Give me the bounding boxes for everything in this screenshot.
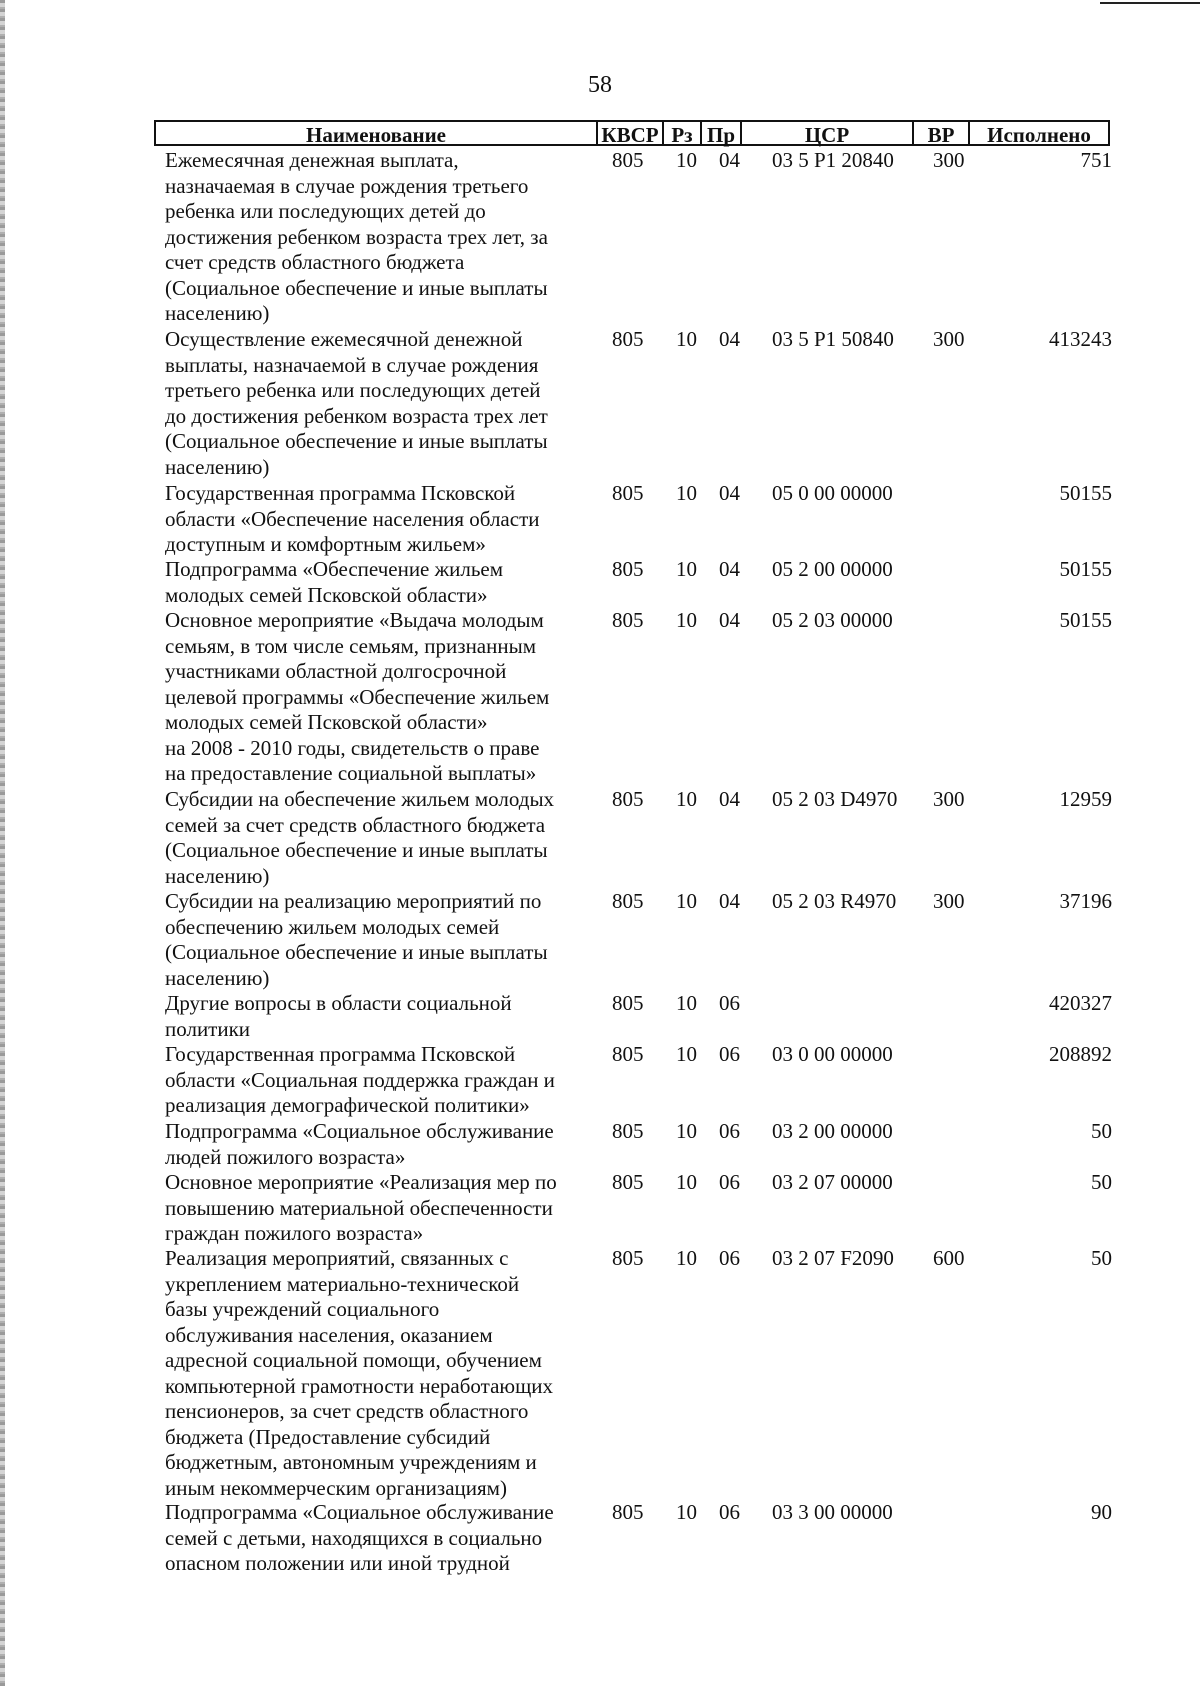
table-cell-kvsr: 805	[612, 889, 644, 913]
table-cell-executed: 50	[1091, 1170, 1112, 1194]
table-cell-name: Осуществление ежемесячной денежной выплаты, назначаемой в случае рождения третьего ребенка или последующих детей до достижения ребенком возраста трех лет (Социальное обеспечение и иные выплаты населению)	[165, 327, 548, 479]
table-cell-name: Субсидии на реализацию мероприятий по обеспечению жильем молодых семей (Социальное обеспечение и иные выплаты населению)	[165, 889, 548, 990]
table-cell-name: Другие вопросы в области социальной политики	[165, 991, 512, 1041]
table-cell-name: Основное мероприятие «Реализация мер по повышению материальной обеспеченности граждан пожилого возраста»	[165, 1170, 557, 1245]
table-cell-csr: 03 2 07 F2090	[772, 1246, 894, 1270]
table-cell-executed: 208892	[1049, 1042, 1112, 1066]
table-cell-pr: 06	[719, 1042, 740, 1066]
table-cell-pr: 04	[719, 327, 740, 351]
table-header	[154, 120, 1124, 146]
table-cell-pr: 04	[719, 148, 740, 172]
table-cell-csr: 03 2 07 00000	[772, 1170, 893, 1194]
table-cell-vr: 600	[933, 1246, 965, 1270]
table-cell-executed: 751	[1080, 148, 1112, 172]
table-cell-executed: 50155	[1059, 481, 1112, 505]
header-rz: Рз	[662, 120, 702, 146]
header-executed: Исполнено	[968, 120, 1110, 146]
table-cell-csr: 03 0 00 00000	[772, 1042, 893, 1066]
table-cell-rz: 10	[676, 1042, 697, 1066]
table-cell-kvsr: 805	[612, 557, 644, 581]
table-cell-rz: 10	[676, 1500, 697, 1524]
table-cell-csr: 03 5 P1 20840	[772, 148, 894, 172]
table-cell-csr: 03 2 00 00000	[772, 1119, 893, 1143]
table-cell-executed: 90	[1091, 1500, 1112, 1524]
table-cell-kvsr: 805	[612, 1119, 644, 1143]
table-cell-csr: 05 2 03 D4970	[772, 787, 898, 811]
table-cell-rz: 10	[676, 1170, 697, 1194]
table-cell-kvsr: 805	[612, 148, 644, 172]
table-cell-pr: 06	[719, 1246, 740, 1270]
table-cell-kvsr: 805	[612, 1500, 644, 1524]
scan-corner-line	[1100, 2, 1200, 4]
table-cell-pr: 04	[719, 608, 740, 632]
table-cell-csr: 05 2 00 00000	[772, 557, 893, 581]
table-cell-csr: 05 2 03 R4970	[772, 889, 897, 913]
table-cell-csr: 05 0 00 00000	[772, 481, 893, 505]
table-cell-name: Ежемесячная денежная выплата, назначаемая в случае рождения третьего ребенка или последующих детей до достижения ребенком возраста трех лет, за счет средств областного бюджета (Социальное обеспечение и иные выплаты населению)	[165, 148, 548, 325]
table-cell-rz: 10	[676, 557, 697, 581]
table-cell-rz: 10	[676, 481, 697, 505]
table-cell-rz: 10	[676, 787, 697, 811]
header-kvsr: КВСР	[596, 120, 664, 146]
table-cell-vr: 300	[933, 148, 965, 172]
table-cell-pr: 06	[719, 991, 740, 1015]
table-cell-pr: 06	[719, 1500, 740, 1524]
table-cell-pr: 04	[719, 481, 740, 505]
table-cell-kvsr: 805	[612, 481, 644, 505]
table-cell-pr: 04	[719, 787, 740, 811]
table-cell-rz: 10	[676, 327, 697, 351]
table-cell-rz: 10	[676, 608, 697, 632]
table-cell-kvsr: 805	[612, 787, 644, 811]
table-cell-rz: 10	[676, 991, 697, 1015]
table-cell-vr: 300	[933, 889, 965, 913]
table-cell-kvsr: 805	[612, 1246, 644, 1270]
table-cell-name: Государственная программа Псковской области «Обеспечение населения области доступным и комфортным жильем»	[165, 481, 540, 556]
table-cell-name: Подпрограмма «Социальное обслуживание людей пожилого возраста»	[165, 1119, 554, 1169]
table-cell-executed: 37196	[1059, 889, 1112, 913]
table-cell-name: Государственная программа Псковской области «Социальная поддержка граждан и реализация демографической политики»	[165, 1042, 555, 1117]
table-cell-kvsr: 805	[612, 1170, 644, 1194]
table-cell-kvsr: 805	[612, 991, 644, 1015]
table-cell-rz: 10	[676, 1119, 697, 1143]
table-cell-kvsr: 805	[612, 327, 644, 351]
table-cell-csr: 03 5 P1 50840	[772, 327, 894, 351]
table-cell-pr: 04	[719, 557, 740, 581]
scan-edge	[0, 0, 5, 1686]
header-csr: ЦСР	[740, 120, 914, 146]
table-cell-pr: 06	[719, 1170, 740, 1194]
table-cell-name: Подпрограмма «Социальное обслуживание семей с детьми, находящихся в социально опасном положении или иной трудной	[165, 1500, 554, 1575]
table-cell-rz: 10	[676, 889, 697, 913]
table-cell-csr: 05 2 03 00000	[772, 608, 893, 632]
table-cell-csr: 03 3 00 00000	[772, 1500, 893, 1524]
table-cell-name: Основное мероприятие «Выдача молодым семьям, в том числе семьям, признанным участниками областной долгосрочной целевой программы «Обеспечение жильем молодых семей Псковской области» на 2008 - 2010 годы, свидетельств о праве на предоставление социальной выплаты»	[165, 608, 550, 785]
table-cell-name: Субсидии на обеспечение жильем молодых семей за счет средств областного бюджета (Социальное обеспечение и иные выплаты населению)	[165, 787, 555, 888]
table-cell-executed: 50	[1091, 1119, 1112, 1143]
table-cell-name: Реализация мероприятий, связанных с укреплением материально-технической базы учреждений социального обслуживания населения, оказанием адресной социальной помощи, обучением компьютерной грамотности неработающих пенсионеров, за счет средств областного бюджета (Предоставление субсидий бюджетным, автономным учреждениям и иным некоммерческим организациям)	[165, 1246, 553, 1500]
table-cell-executed: 50	[1091, 1246, 1112, 1270]
table-cell-executed: 12959	[1059, 787, 1112, 811]
table-cell-executed: 50155	[1059, 608, 1112, 632]
header-pr: Пр	[700, 120, 742, 146]
table-cell-vr: 300	[933, 787, 965, 811]
table-cell-vr: 300	[933, 327, 965, 351]
header-vr: ВР	[912, 120, 970, 146]
table-cell-kvsr: 805	[612, 608, 644, 632]
table-cell-executed: 413243	[1049, 327, 1112, 351]
table-cell-kvsr: 805	[612, 1042, 644, 1066]
table-cell-executed: 420327	[1049, 991, 1112, 1015]
table-cell-pr: 06	[719, 1119, 740, 1143]
table-cell-rz: 10	[676, 1246, 697, 1270]
table-cell-name: Подпрограмма «Обеспечение жильем молодых семей Псковской области»	[165, 557, 504, 607]
header-name: Наименование	[154, 120, 598, 146]
page-number: 58	[588, 72, 612, 98]
table-cell-rz: 10	[676, 148, 697, 172]
table-cell-pr: 04	[719, 889, 740, 913]
table-cell-executed: 50155	[1059, 557, 1112, 581]
